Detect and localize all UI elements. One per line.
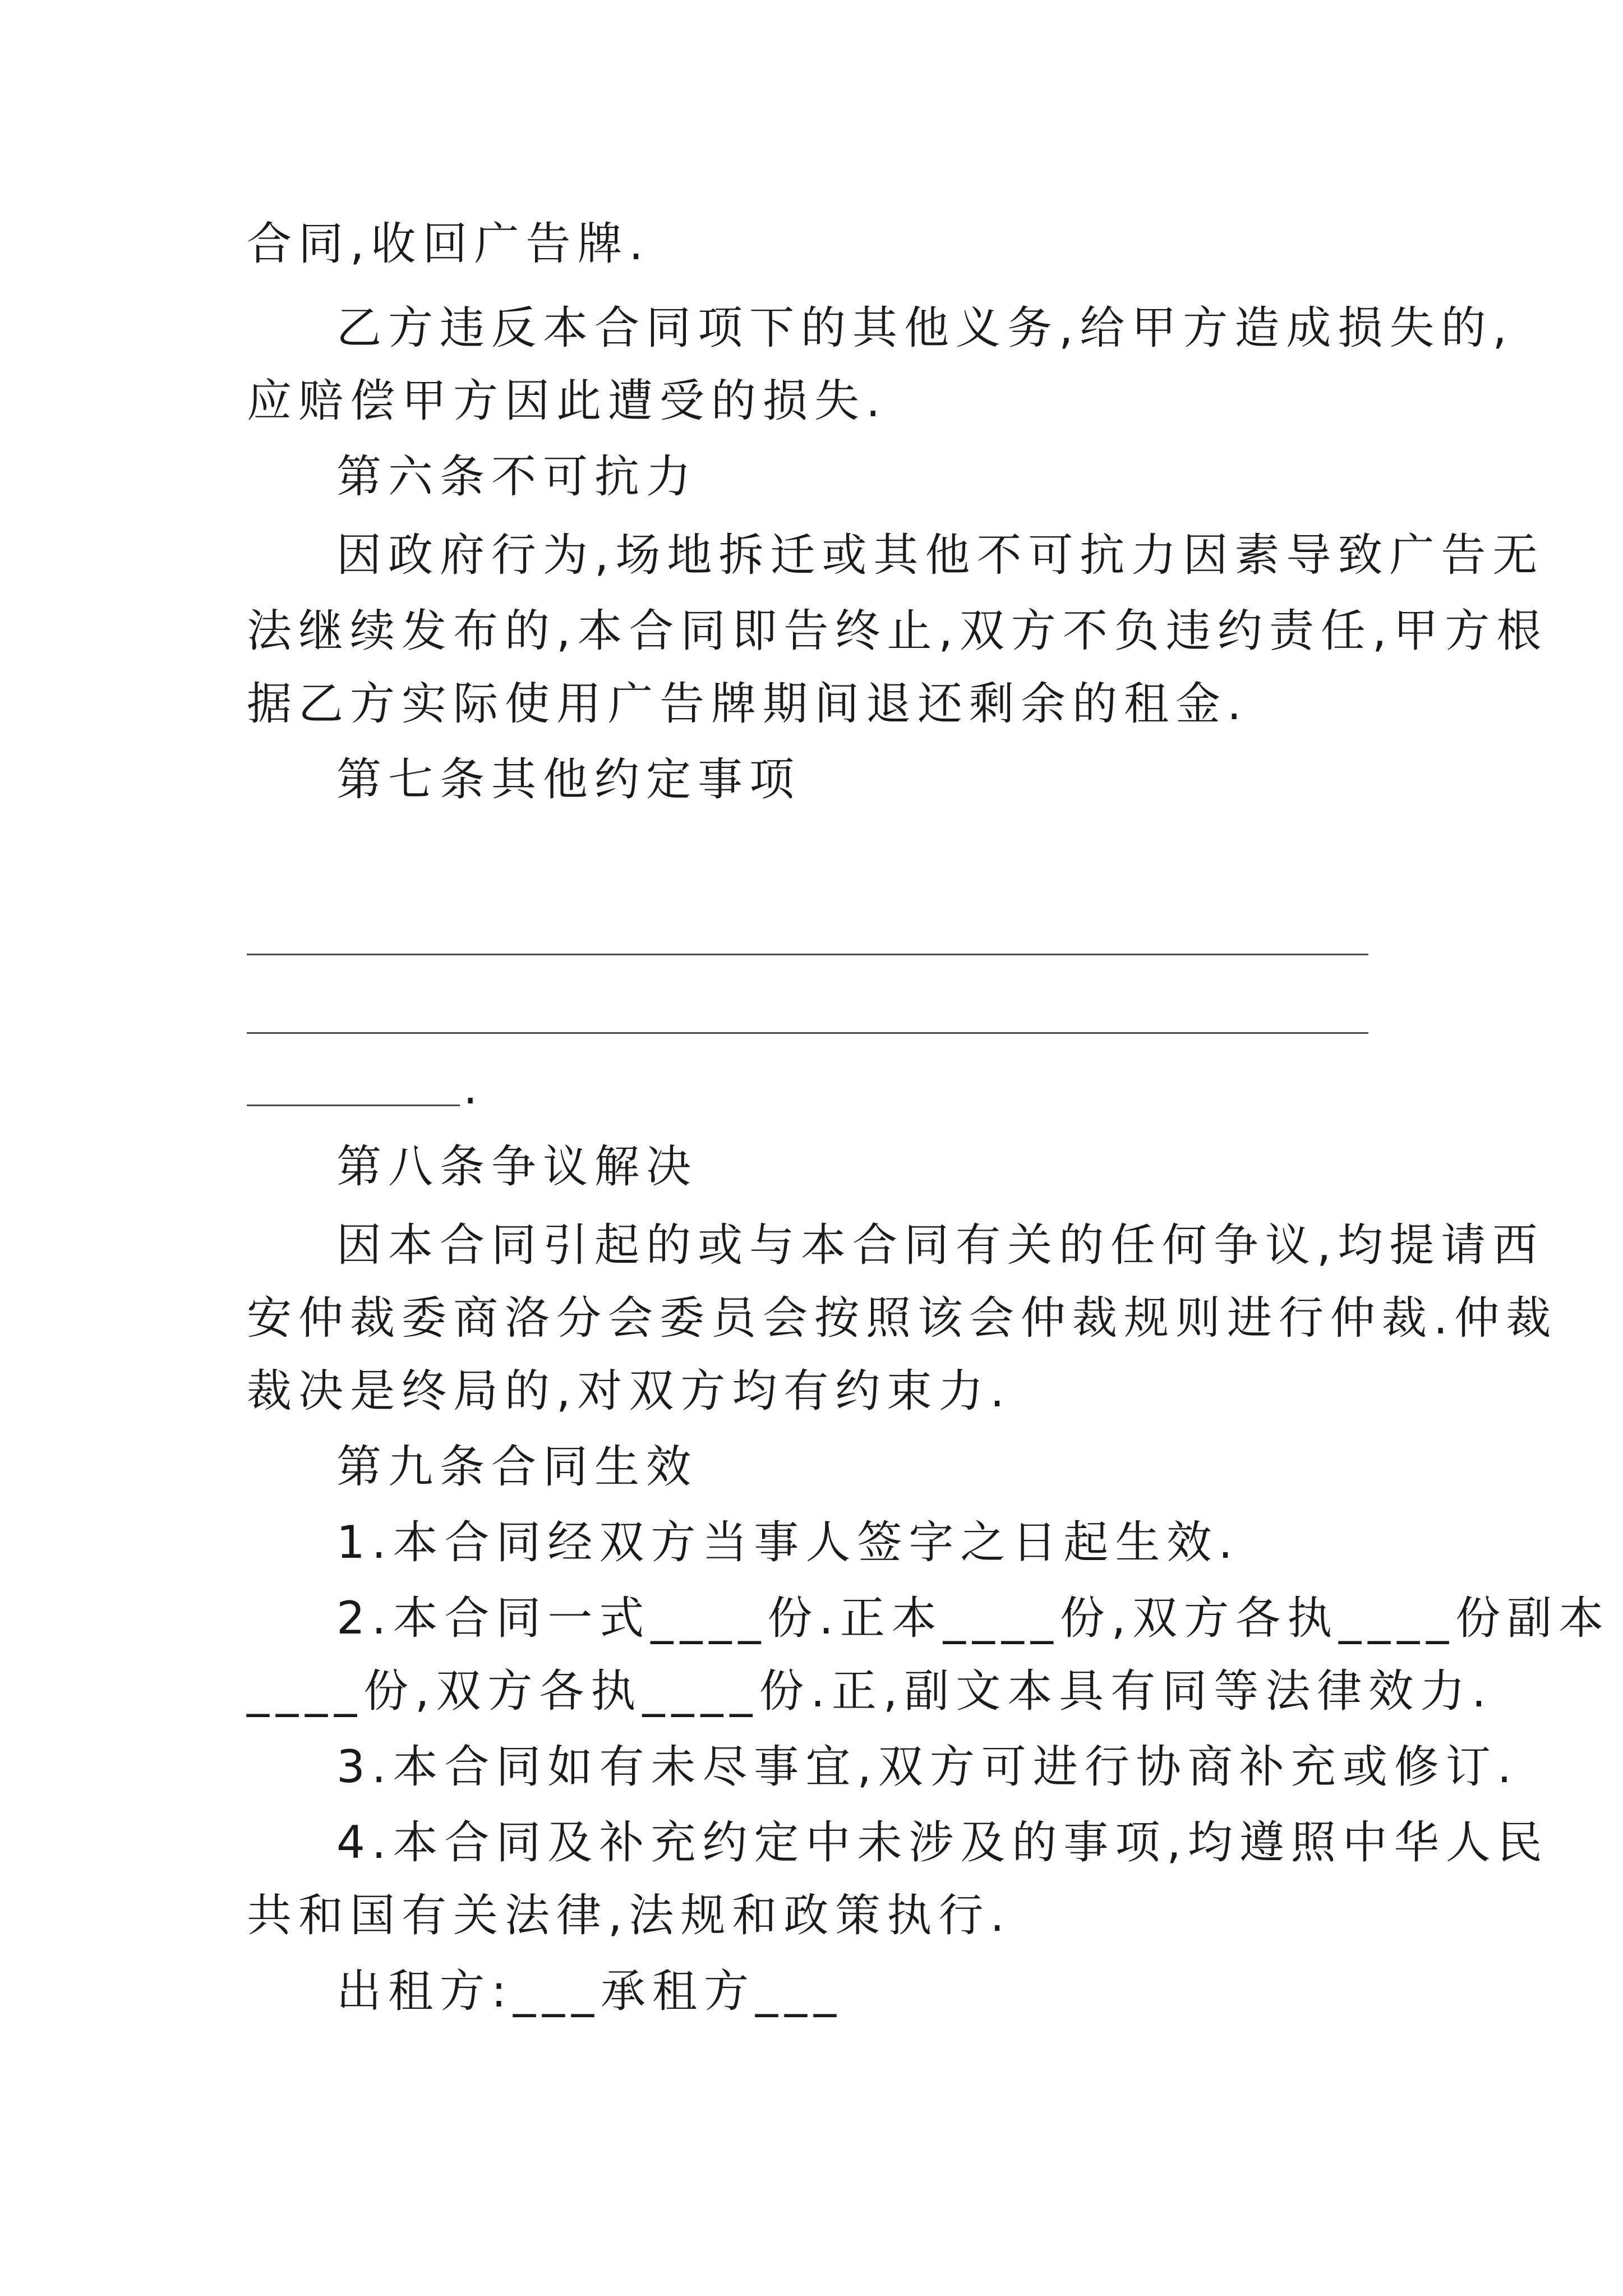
paragraph-line: 裁决是终局的,对双方均有约束力. — [247, 1365, 1011, 1417]
paragraph-line: 法继续发布的,本合同即告终止,双方不负违约责任,甲方根 — [247, 605, 1548, 657]
paragraph-line: 应赔偿甲方因此遭受的损失. — [247, 375, 887, 427]
paragraph-line: 乙方违反本合同项下的其他义务,给甲方造成损失的, — [336, 302, 1514, 354]
paragraph-line: 共和国有关法律,法规和政策执行. — [247, 1889, 1011, 1941]
section-heading-force-majeure: 第六条不可抗力 — [336, 450, 698, 503]
fill-in-blank-line — [247, 1032, 1368, 1034]
list-item: 1.本合同经双方当事人签字之日起生效. — [336, 1516, 1239, 1568]
blank-line-period: . — [463, 1062, 478, 1114]
paragraph-line: 据乙方实际使用广告牌期间退还剩余的租金. — [247, 678, 1248, 730]
list-item: 2.本合同一式____份.正本____份,双方各执____份副本 — [336, 1592, 1611, 1644]
fill-in-blank-short — [247, 1060, 477, 1116]
section-heading-dispute-resolution: 第八条争议解决 — [336, 1140, 698, 1193]
list-item: 4.本合同及补充约定中未涉及的事项,均遵照中华人民 — [336, 1816, 1549, 1869]
section-heading-contract-effect: 第九条合同生效 — [336, 1441, 698, 1493]
paragraph-line: 合同,收回广告牌. — [247, 218, 650, 270]
section-heading-other-matters: 第七条其他约定事项 — [336, 753, 801, 806]
list-item: 3.本合同如有未尽事宜,双方可进行协商补充或修订. — [336, 1741, 1519, 1793]
fill-in-blank-line — [247, 1105, 460, 1106]
paragraph-line: 安仲裁委商洛分会委员会按照该会仲裁规则进行仲裁.仲裁 — [247, 1292, 1558, 1344]
paragraph-line: ____份,双方各执____份.正,副文本具有同等法律效力. — [247, 1665, 1493, 1717]
paragraph-line: 因政府行为,场地拆迁或其他不可抗力因素导致广告无 — [336, 529, 1544, 581]
fill-in-blank-line — [247, 954, 1368, 955]
paragraph-line: 因本合同引起的或与本合同有关的任何争议,均提请西 — [336, 1219, 1544, 1271]
signature-line: 出租方:___承租方___ — [336, 1965, 843, 2017]
